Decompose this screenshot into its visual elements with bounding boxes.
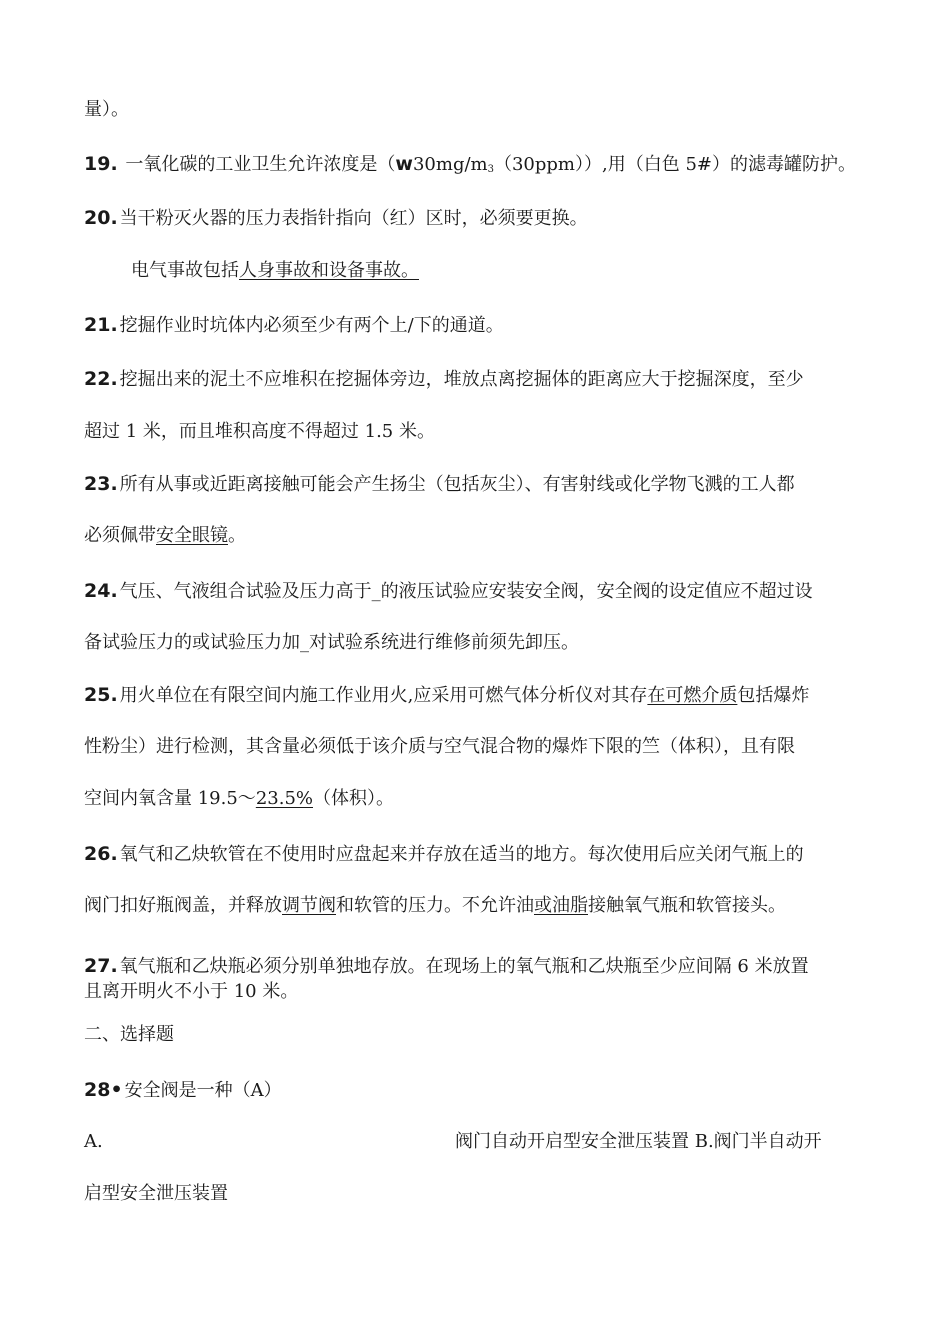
question-number: 20. (84, 207, 118, 229)
answer-underlined: 在可燃介质 (647, 685, 738, 706)
question-text: 空间内氧含量 19.5～ (84, 788, 256, 809)
question-number: 22. (84, 368, 118, 390)
question-text: 氧气瓶和乙炔瓶必须分别单独地存放。在现场上的氧气瓶和乙炔瓶至少应间隔 6 米放置 (119, 956, 809, 977)
text-line (84, 787, 394, 811)
question-number: 25. (84, 684, 118, 706)
question-text: 氧气和乙炔软管在不使用时应盘起来并存放在适当的地方。每次使用后应关闭气瓶上的 (119, 844, 804, 865)
answer-underlined: 人身事故和设备事故。 (239, 260, 419, 281)
option-text: 启型安全泄压装置 (84, 1183, 228, 1204)
question-text: 阀门扣好瓶阀盖，并释放 (84, 895, 282, 916)
question-text: 气压、气液组合试验及压力高于_的液压试验应安装安全阀，安全阀的设定值应不超过设 (119, 581, 813, 602)
question-text: 30mg/m (412, 154, 488, 175)
question-text: 用火单位在有限空间内施工作业用火,应采用可燃气体分析仪对其存 (119, 685, 648, 706)
question-text: 。 (228, 525, 246, 546)
question-25 (84, 683, 809, 708)
answer-underlined: 或油脂 (534, 895, 588, 916)
text-line: 且离开明火不小于 10 米。 (84, 981, 299, 1002)
question-text: 接触氧气瓶和软管接头。 (588, 895, 786, 916)
question-23 (84, 472, 795, 497)
text-line (131, 259, 419, 283)
question-text: 必须佩带 (84, 525, 156, 546)
question-number: 21. (84, 314, 118, 336)
subscript: 3 (487, 164, 494, 175)
text-line: 超过 1 米，而且堆积高度不得超过 1.5 米。 (84, 421, 435, 442)
question-22 (84, 367, 804, 392)
question-number: 24. (84, 580, 118, 602)
question-text: （30ppm））,用（白色 5#）的滤毒罐防护。 (493, 154, 856, 175)
question-20 (84, 206, 588, 231)
question-text: 挖掘出来的泥土不应堆积在挖掘体旁边，堆放点离挖掘体的距离应大于挖掘深度，至少 (119, 369, 804, 390)
question-number: 26. (84, 843, 118, 865)
question-19 (84, 152, 856, 182)
answer-underlined: 23.5% (255, 788, 313, 809)
question-text: 和软管的压力。不允许油 (336, 895, 534, 916)
text-line (84, 894, 786, 918)
question-text: 挖掘作业时坑体内必须至少有两个上/下的通道。 (119, 315, 504, 336)
question-28 (84, 1078, 282, 1103)
question-text: 安全阀是一种（A） (124, 1080, 282, 1101)
answer-underlined: 安全眼镜 (156, 525, 228, 546)
text-line: 性粉尘）进行检测，其含量必须低于该介质与空气混合物的爆炸下限的竺（体积），且有限 (84, 736, 795, 757)
question-21 (84, 313, 504, 338)
question-text: （体积）。 (313, 788, 394, 809)
section-heading: 二、选择题 (84, 1024, 174, 1045)
question-24 (84, 579, 813, 604)
question-text: 一氧化碳的工业卫生允许浓度是（ (119, 154, 396, 175)
question-26 (84, 842, 804, 867)
question-number: 27. (84, 955, 118, 977)
question-text: 电气事故包括 (131, 260, 239, 281)
answer-underlined: 调节阀 (282, 895, 336, 916)
question-text: 所有从事或近距离接触可能会产生扬尘（包括灰尘）、有害射线或化学物飞溅的工人都 (119, 474, 795, 495)
question-27 (84, 954, 809, 979)
question-text: w (395, 153, 413, 175)
question-text: 包括爆炸 (737, 685, 810, 706)
question-number: 28• (84, 1079, 123, 1101)
question-number: 23. (84, 473, 118, 495)
text-line: 备试验压力的或试验压力加_对试验系统进行维修前须先卸压。 (84, 632, 579, 653)
question-number: 19. (84, 153, 118, 175)
text-line: 量）。 (84, 99, 129, 120)
question-text: 当干粉灭火器的压力表指针指向（红）区时，必须要更换。 (119, 208, 588, 229)
text-line (84, 524, 246, 548)
option-a-label: A. (84, 1131, 103, 1152)
option-text: 阀门自动开启型安全泄压装置 B.阀门半自动开 (455, 1131, 822, 1152)
